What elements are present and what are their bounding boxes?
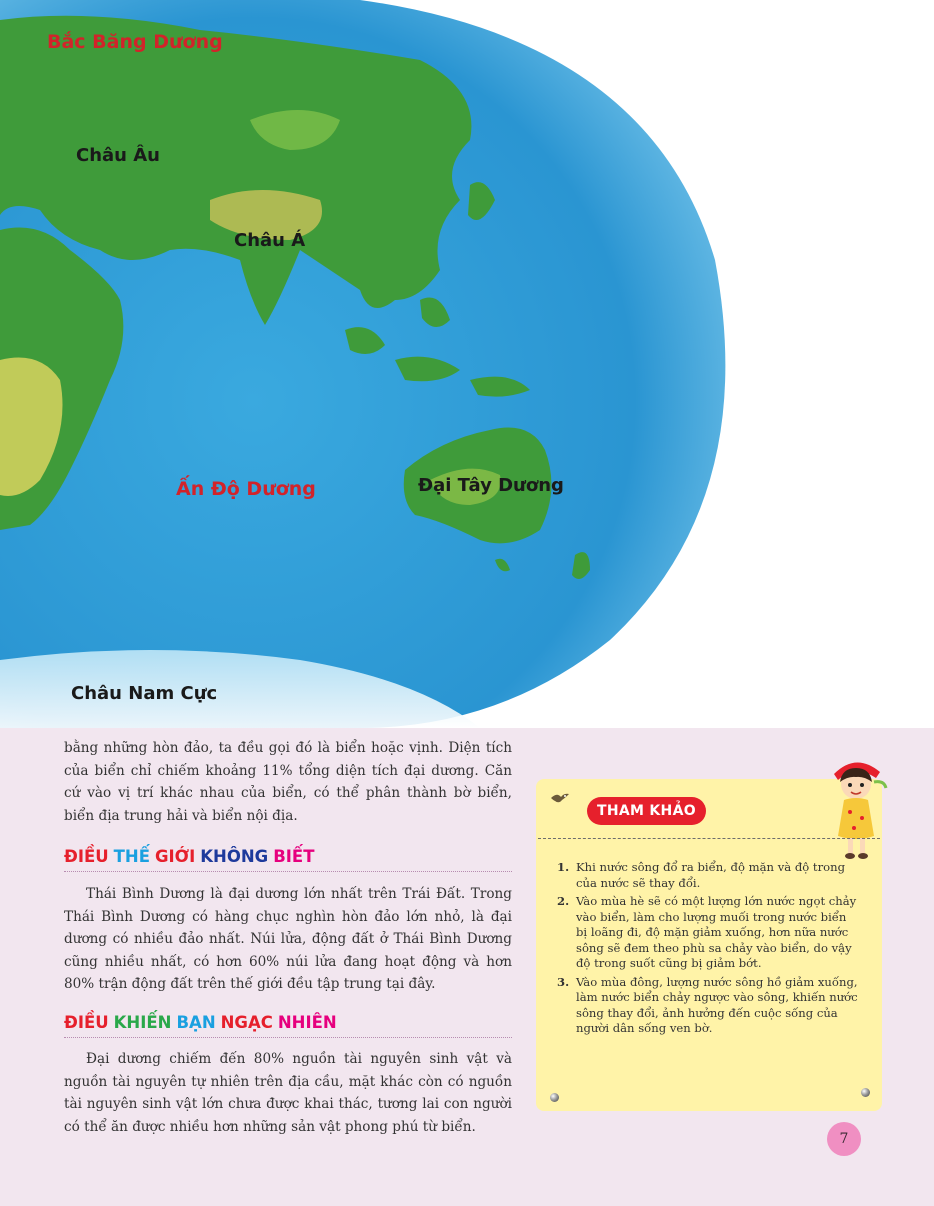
label-indian-ocean: Ấn Độ Dương xyxy=(176,478,316,500)
heading-word: BIẾT xyxy=(273,847,315,866)
bird-icon xyxy=(549,791,571,805)
heading-word: ĐIỀU xyxy=(64,1013,109,1032)
heading-word: ĐIỀU xyxy=(64,847,109,866)
heading-word: BẠN xyxy=(176,1013,216,1032)
reference-item-number: 2. xyxy=(557,894,570,908)
label-europe: Châu Âu xyxy=(76,145,160,166)
page-number: 7 xyxy=(827,1122,861,1156)
reference-item-number: 3. xyxy=(557,974,570,989)
reference-divider xyxy=(538,838,880,839)
label-atlantic-ocean: Đại Tây Dương xyxy=(418,475,564,496)
reference-title: THAM KHẢO xyxy=(587,797,706,825)
section-heading-world-unknown xyxy=(64,846,512,872)
heading-word: NHIÊN xyxy=(277,1013,337,1032)
label-antarctica: Châu Nam Cực xyxy=(71,683,218,704)
girl-mascot-icon xyxy=(824,752,890,860)
reference-item-number: 1. xyxy=(557,860,570,874)
heading-word: KHIẾN xyxy=(113,1013,172,1032)
heading-word: GIỚI xyxy=(154,847,196,866)
label-arctic-ocean: Bắc Băng Dương xyxy=(47,31,223,53)
reference-item xyxy=(557,975,861,1037)
reference-item xyxy=(557,860,861,891)
section2-paragraph: Đại dương chiếm đến 80% nguồn tài nguyên sinh vật và nguồn tài nguyên tự nhiên trên địa cầu, mặt khác còn có nguồn tài nguyên sinh vật lớn chưa được khai thác, tương lai con người có thể ăn được nhiều hơn những sản vật phong phú từ biển. xyxy=(64,1051,512,1135)
heading-word: KHÔNG xyxy=(200,847,269,866)
reference-item-text: Vào mùa hè sẽ có một lượng lớn nước ngọt chảy vào biển, làm cho lượng muối trong nước biển bị loãng đi, độ mặn giảm xuống, hơn nữa nước sông sẽ đem theo phù sa chảy vào biển, do vậy độ trong suốt cũng bị giảm bớt. xyxy=(576,894,857,970)
label-asia: Châu Á xyxy=(234,230,306,251)
reference-item-text: Vào mùa đông, lượng nước sông hồ giảm xuống, làm nước biển chảy ngược vào sông, khiến nước sông thay đổi, ảnh hưởng đến cuộc sống của người dân sống ven bờ. xyxy=(576,974,858,1035)
reference-item-text: Khi nước sông đổ ra biển, độ mặn và độ trong của nước sẽ thay đổi. xyxy=(576,860,846,890)
reference-item xyxy=(557,894,861,972)
reference-list xyxy=(557,860,861,1040)
section-heading-surprising xyxy=(64,1012,512,1038)
heading-word: THẾ xyxy=(113,847,150,866)
bead-icon xyxy=(550,1093,559,1102)
intro-paragraph: bằng những hòn đảo, ta đều gọi đó là biển hoặc vịnh. Diện tích của biển chỉ chiếm khoảng 11% tổng diện tích đại dương. Căn cứ vào vị trí khác nhau của biển, có thể phân thành bờ biển, biển địa trung hải và biển nội địa. xyxy=(64,740,512,824)
section1-paragraph: Thái Bình Dương là đại dương lớn nhất trên Trái Đất. Trong Thái Bình Dương có hàng chục nghìn hòn đảo lớn nhỏ, là đại dương có nhiều đảo nhất. Núi lửa, động đất ở Thái Bình Dương cũng nhiều nhất, có hơn 60% núi lửa đang hoạt động và hơn 80% trận động đất trên thế giới đều tập trung tại đây. xyxy=(64,886,512,992)
bead-icon xyxy=(861,1088,870,1097)
heading-word: NGẠC xyxy=(220,1013,273,1032)
